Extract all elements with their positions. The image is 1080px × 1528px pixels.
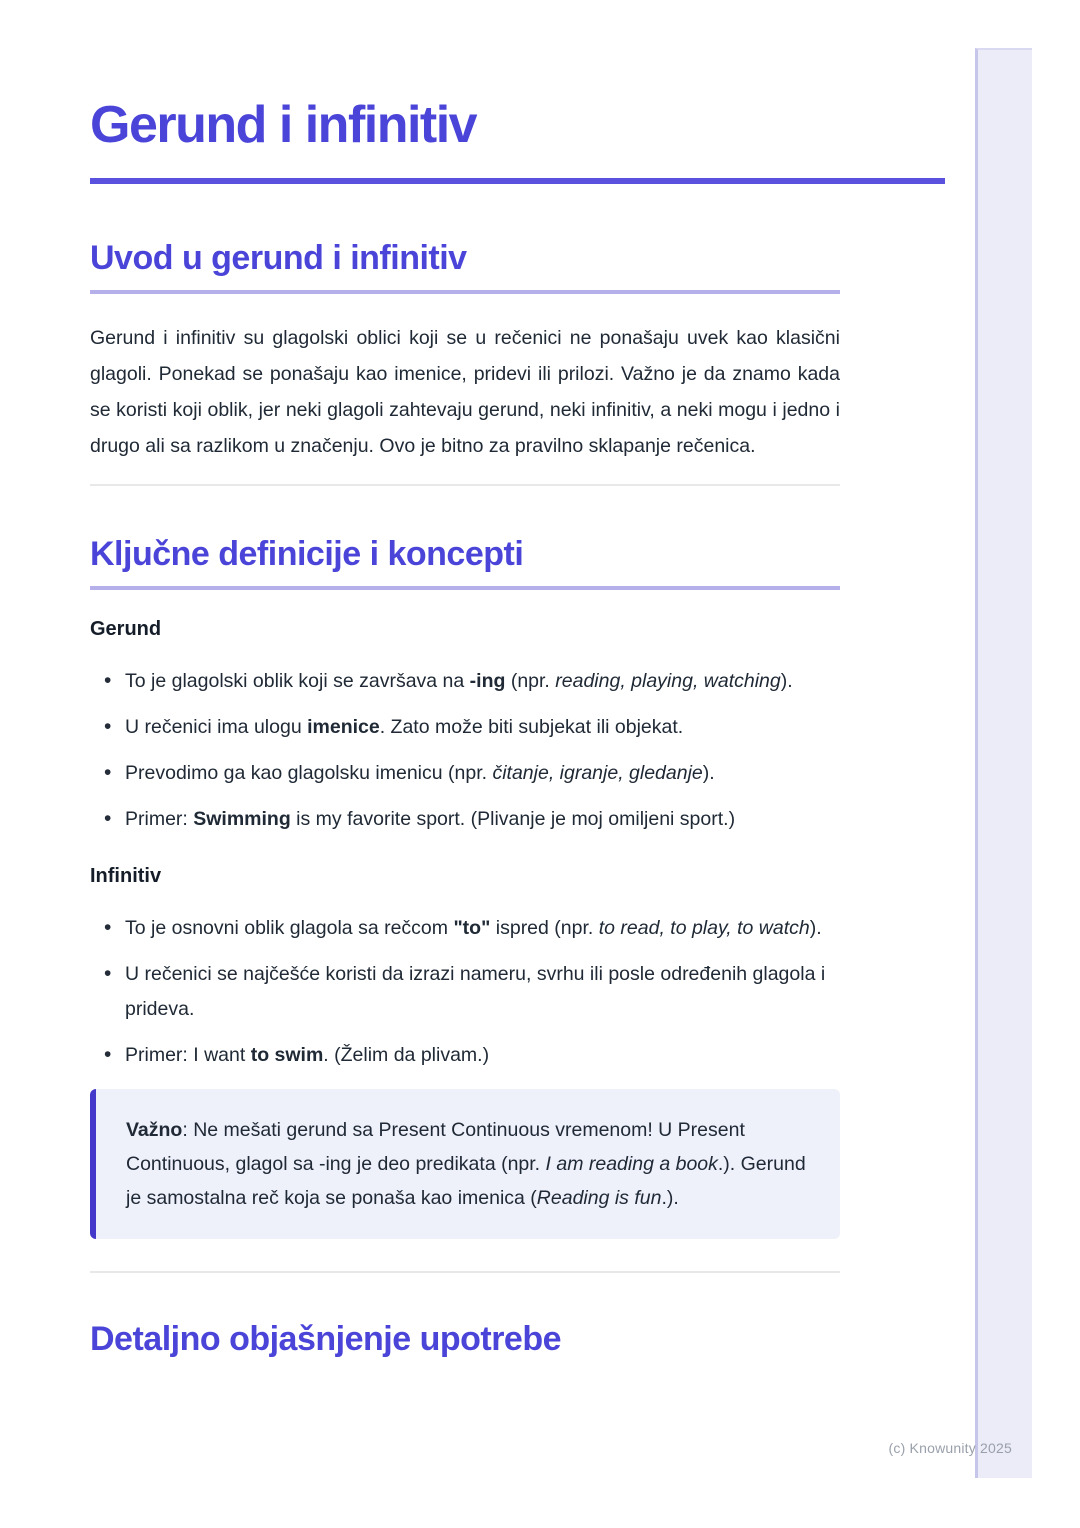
section-intro [90,240,840,464]
page-margin-strip [975,48,1032,1478]
gerund-bullet-list [90,664,840,837]
document-content [90,0,945,1357]
list-item: • Prevodimo ga kao glagolsku imenicu (npr. čitanje, igranje, gledanje). [125,756,840,791]
list-item: • To je glagolski oblik koji se završava na -ing (npr. reading, playing, watching). [125,664,840,699]
section-definitions [90,536,840,1239]
section-heading-definitions: Ključne definicije i koncepti [90,536,840,590]
section-usage [90,1321,840,1357]
list-item: • U rečenici ima ulogu imenice. Zato može biti subjekat ili objekat. [125,710,840,745]
page-title: Gerund i infinitiv [90,96,477,154]
section-divider [90,1271,840,1273]
copyright-footer: (c) Knowunity 2025 [888,1440,1012,1456]
intro-paragraph: Gerund i infinitiv su glagolski oblici koji se u rečenici ne ponašaju uvek kao klasični glagoli. Ponekad se ponašaju kao imenice, pridevi ili prilozi. Važno je da znamo kada se koristi koji oblik, jer neki glagoli zahtevaju gerund, neki infinitiv, a neki mogu i jedno i drugo ali sa razlikom u značenju. Ovo je bitno za pravilno sklapanje rečenica. [90,327,840,457]
section-divider [90,484,840,486]
subheading-infinitive: Infinitiv [90,865,162,887]
subheading-gerund: Gerund [90,618,162,640]
section-heading-intro: Uvod u gerund i infinitiv [90,240,840,294]
list-item: • To je osnovni oblik glagola sa rečcom "to" ispred (npr. to read, to play, to watch). [125,911,840,946]
content-column [90,240,840,1357]
list-item: • U rečenici se najčešće koristi da izrazi nameru, svrhu ili posle određenih glagola i prideva. [125,957,840,1027]
section-heading-usage: Detaljno objašnjenje upotrebe [90,1320,562,1358]
important-note-callout: Važno: Ne mešati gerund sa Present Continuous vremenom! U Present Continuous, glagol sa -ing je deo predikata (npr. I am reading a book.). Gerund je samostalna reč koja se ponaša kao imenica (Reading is fun.). [90,1089,840,1239]
title-rule [90,178,945,184]
list-item: • Primer: I want to swim. (Želim da plivam.) [125,1038,840,1073]
list-item: • Primer: Swimming is my favorite sport. (Plivanje je moj omiljeni sport.) [125,802,840,837]
infinitive-bullet-list [90,911,840,1073]
